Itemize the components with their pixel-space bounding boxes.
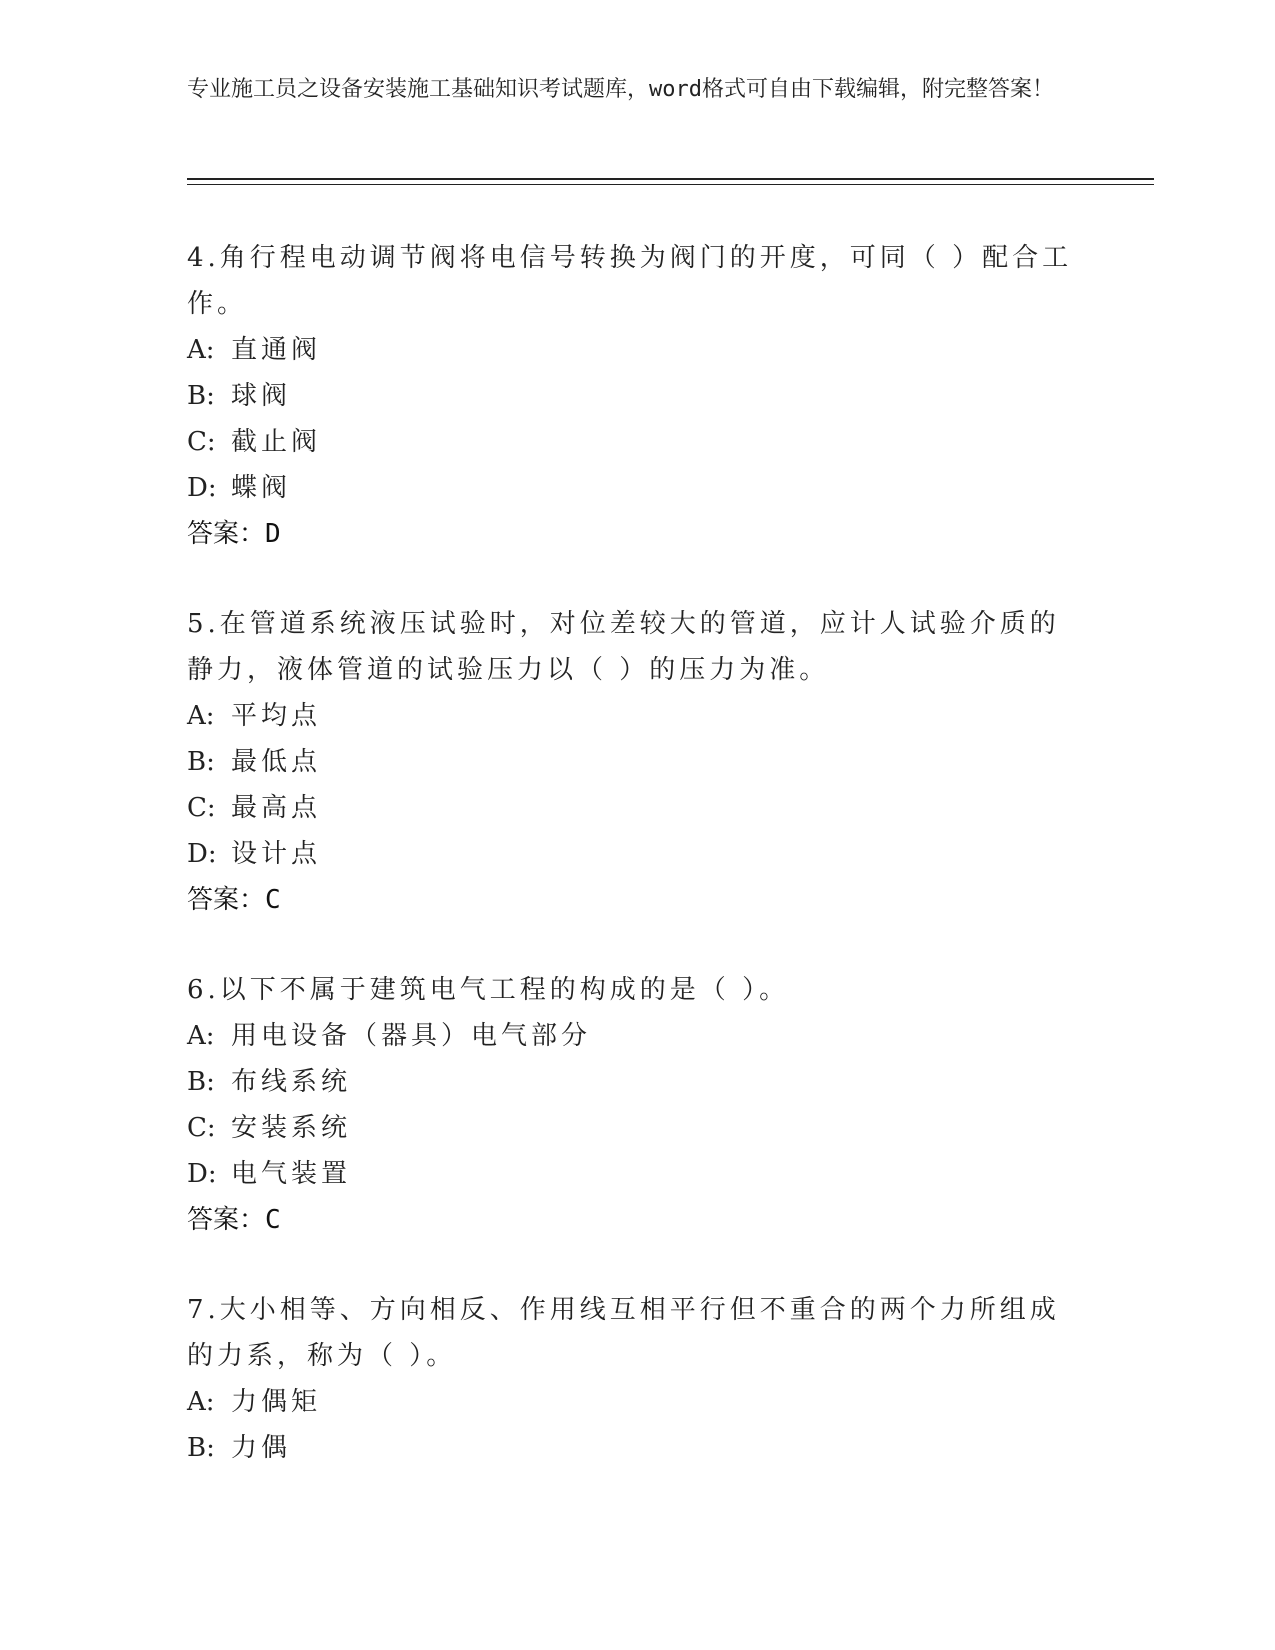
header-divider-thin — [187, 184, 1154, 185]
option-text: 力偶矩 — [231, 1387, 322, 1417]
option-letter: B: — [187, 1433, 215, 1463]
option-letter: A: — [187, 1021, 215, 1051]
option-letter: D: — [187, 839, 217, 869]
answer: 答案：D — [187, 519, 281, 549]
option-text: 最低点 — [231, 747, 322, 777]
question-text: 7.大小相等、方向相反、作用线互相平行但不重合的两个力所组成的力系，称为（ ）。 — [187, 1295, 1060, 1371]
question-7 — [187, 1287, 1087, 1471]
option-letter: A: — [187, 335, 215, 365]
option-letter: B: — [187, 747, 215, 777]
option-d — [187, 1151, 1087, 1197]
option-c — [187, 785, 1087, 831]
header-divider-thick — [187, 178, 1154, 180]
option-letter: A: — [187, 701, 215, 731]
option-letter: C: — [187, 1113, 216, 1143]
question-5 — [187, 601, 1087, 923]
option-text: 设计点 — [231, 839, 322, 869]
option-text: 力偶 — [231, 1433, 292, 1463]
option-letter: B: — [187, 381, 215, 411]
option-a — [187, 327, 1087, 373]
option-text: 平均点 — [231, 701, 322, 731]
option-b — [187, 373, 1087, 419]
option-letter: D: — [187, 473, 217, 503]
option-text: 电气装置 — [231, 1159, 352, 1189]
option-text: 截止阀 — [231, 427, 322, 457]
option-c — [187, 419, 1087, 465]
option-text: 蝶阀 — [231, 473, 292, 503]
option-d — [187, 831, 1087, 877]
option-letter: D: — [187, 1159, 217, 1189]
document-header: 专业施工员之设备安装施工基础知识考试题库，word格式可自由下载编辑，附完整答案！ — [187, 77, 1054, 102]
option-text: 布线系统 — [231, 1067, 352, 1097]
option-text: 最高点 — [231, 793, 322, 823]
answer: 答案：C — [187, 1205, 281, 1235]
option-letter: B: — [187, 1067, 215, 1097]
option-b — [187, 1425, 1087, 1471]
option-letter: C: — [187, 793, 216, 823]
option-text: 球阀 — [231, 381, 292, 411]
option-b — [187, 739, 1087, 785]
option-text: 安装系统 — [231, 1113, 352, 1143]
question-text: 6.以下不属于建筑电气工程的构成的是（ ）。 — [187, 975, 790, 1005]
option-letter: A: — [187, 1387, 215, 1417]
option-a — [187, 1013, 1087, 1059]
question-6 — [187, 967, 1087, 1243]
question-text: 5.在管道系统液压试验时，对位差较大的管道，应计人试验介质的静力，液体管道的试验压力以（ ）的压力为准。 — [187, 609, 1060, 685]
option-letter: C: — [187, 427, 216, 457]
option-b — [187, 1059, 1087, 1105]
question-list — [187, 235, 1087, 1515]
option-d — [187, 465, 1087, 511]
answer: 答案：C — [187, 885, 281, 915]
option-a — [187, 1379, 1087, 1425]
question-text: 4.角行程电动调节阀将电信号转换为阀门的开度，可同（ ）配合工作。 — [187, 243, 1073, 319]
option-text: 用电设备（器具）电气部分 — [231, 1021, 592, 1051]
option-c — [187, 1105, 1087, 1151]
option-text: 直通阀 — [231, 335, 322, 365]
question-4 — [187, 235, 1087, 557]
option-a — [187, 693, 1087, 739]
